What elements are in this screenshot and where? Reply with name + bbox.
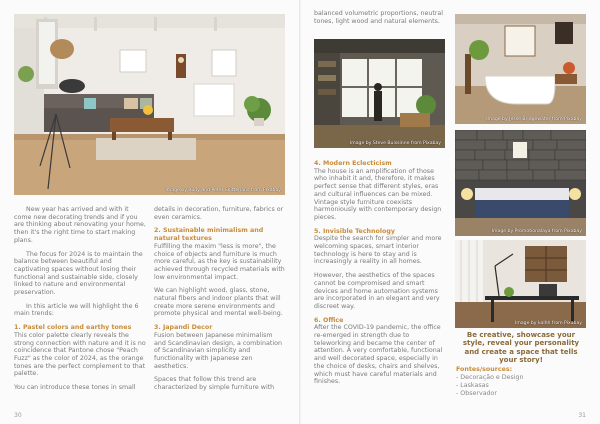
page-number-left: 30 <box>14 412 22 419</box>
trend-5-text-cont: However, the aesthetics of the spaces cannot be compromised and smart devices and home automation systems are incorporated in an elegant and very discreet way. <box>314 272 440 310</box>
trends-intro-paragraph: In this article we will highlight the 6 main trends: <box>14 302 139 318</box>
right-column-3-top <box>314 10 446 31</box>
source-item: - Decoração e Design <box>456 374 524 381</box>
trend-6-heading: 6. Office <box>314 316 344 324</box>
bedroom-photo <box>455 130 586 236</box>
eclectic-photo-credit: Image by Steve Buissinne from Pixabay <box>349 141 441 146</box>
office-photo-credit: Image by kalhh from Pixabay <box>515 321 582 326</box>
trend-1-text-end: details in decoration, furniture, fabrics or even ceramics. <box>154 206 284 221</box>
page-gutter <box>299 0 301 424</box>
focus-paragraph: The focus for 2024 is to maintain the balance between beautiful and captivating spaces without losing their functional and sustainable side, closely linked to nature and environmental preservation. <box>14 250 143 297</box>
left-column-2 <box>154 206 286 398</box>
bedroom-photo-credit: Image by Promotionalaya from Pixabay <box>491 229 582 234</box>
trend-4-heading: 4. Modern Eclecticism <box>314 160 392 167</box>
left-column-1 <box>14 206 147 398</box>
trend-3-text-cont: Spaces that follow this trend are characterized by simple furniture with <box>154 376 275 392</box>
hero-living-room-photo <box>14 14 285 195</box>
source-item: - Observador <box>456 390 497 397</box>
page-number-right: 31 <box>578 412 586 419</box>
bathroom-photo <box>455 14 586 124</box>
call-to-action-quote: Be creative, showcase your style, reveal your personality and create a space that tells your story! <box>462 331 580 365</box>
trend-5-heading: 5. Invisible Technology <box>314 227 395 235</box>
trend-3-text: Fusion between Japanese minimalism and Scandinavian design, a combination of Scandinavian simplicity and functionality with Japanese zen aesthetics. <box>154 331 282 370</box>
trend-4-text: The house is an amplification of those who inhabit it and, therefore, it makes perfect sense that different styles, eras and cultural influences can be mixed. Vintage style furniture coexists harmoniously with contemporary design pieces. <box>314 167 442 221</box>
source-item: - Laskasas <box>456 382 489 389</box>
trend-1-text: This color palette clearly reveals the strong connection with nature and it is no coincidence that Pantone chose "Peach Fuzz" as the color of 2024, as the orange tones are the perfect complement to that palette. <box>14 331 146 378</box>
trend-2-heading: 2. Sustainable minimalism and natural textures <box>154 227 264 243</box>
trend-3-text-end: balanced volumetric proportions, neutral tones, light wood and natural elements. <box>314 10 443 25</box>
trend-6-text: After the COVID-19 pandemic, the office re-emerged in strength due to teleworking and became the center of attention. A very comfortable, functional and well decorated space, especially in the choice of desks, chairs and shelves, which must have careful materials and finishes. <box>314 324 443 386</box>
sources-block <box>456 366 586 398</box>
trend-3-heading: 3. Japandi Decor <box>154 324 213 332</box>
hero-photo-credit: Image by Rudy and Peter Skitterians from Pixabay <box>165 188 281 193</box>
bathroom-photo-credit: Image by Jesse Bridgewater from Pixabay <box>486 117 582 122</box>
trend-1-text-cont: You can introduce these tones in small <box>14 384 136 392</box>
trend-2-text-cont: We can highlight wood, glass, stone, natural fibers and indoor plants that will create more serene environments and promote physical and mental well-being. <box>154 287 283 318</box>
eclectic-room-photo <box>314 39 445 148</box>
home-office-photo <box>455 240 586 328</box>
right-column-3 <box>314 158 446 392</box>
trend-5-text: Despite the search for simpler and more welcoming spaces, smart interior technology is here to stay and is increasingly a reality in all homes. <box>314 235 442 266</box>
sources-title: Fontes/sources: <box>456 366 513 373</box>
trend-1-heading: 1. Pastel colors and earthy tones <box>14 324 132 332</box>
intro-paragraph: New year has arrived and with it come new decorating trends and if you are thinking about renovating your home, then it's the right time to start making plans. <box>14 206 146 244</box>
trend-2-text: Fulfilling the maxim "less is more", the choice of objects and furniture is much more careful, as the key is sustainability achieved through recycled materials with low environmental impact. <box>154 242 285 281</box>
